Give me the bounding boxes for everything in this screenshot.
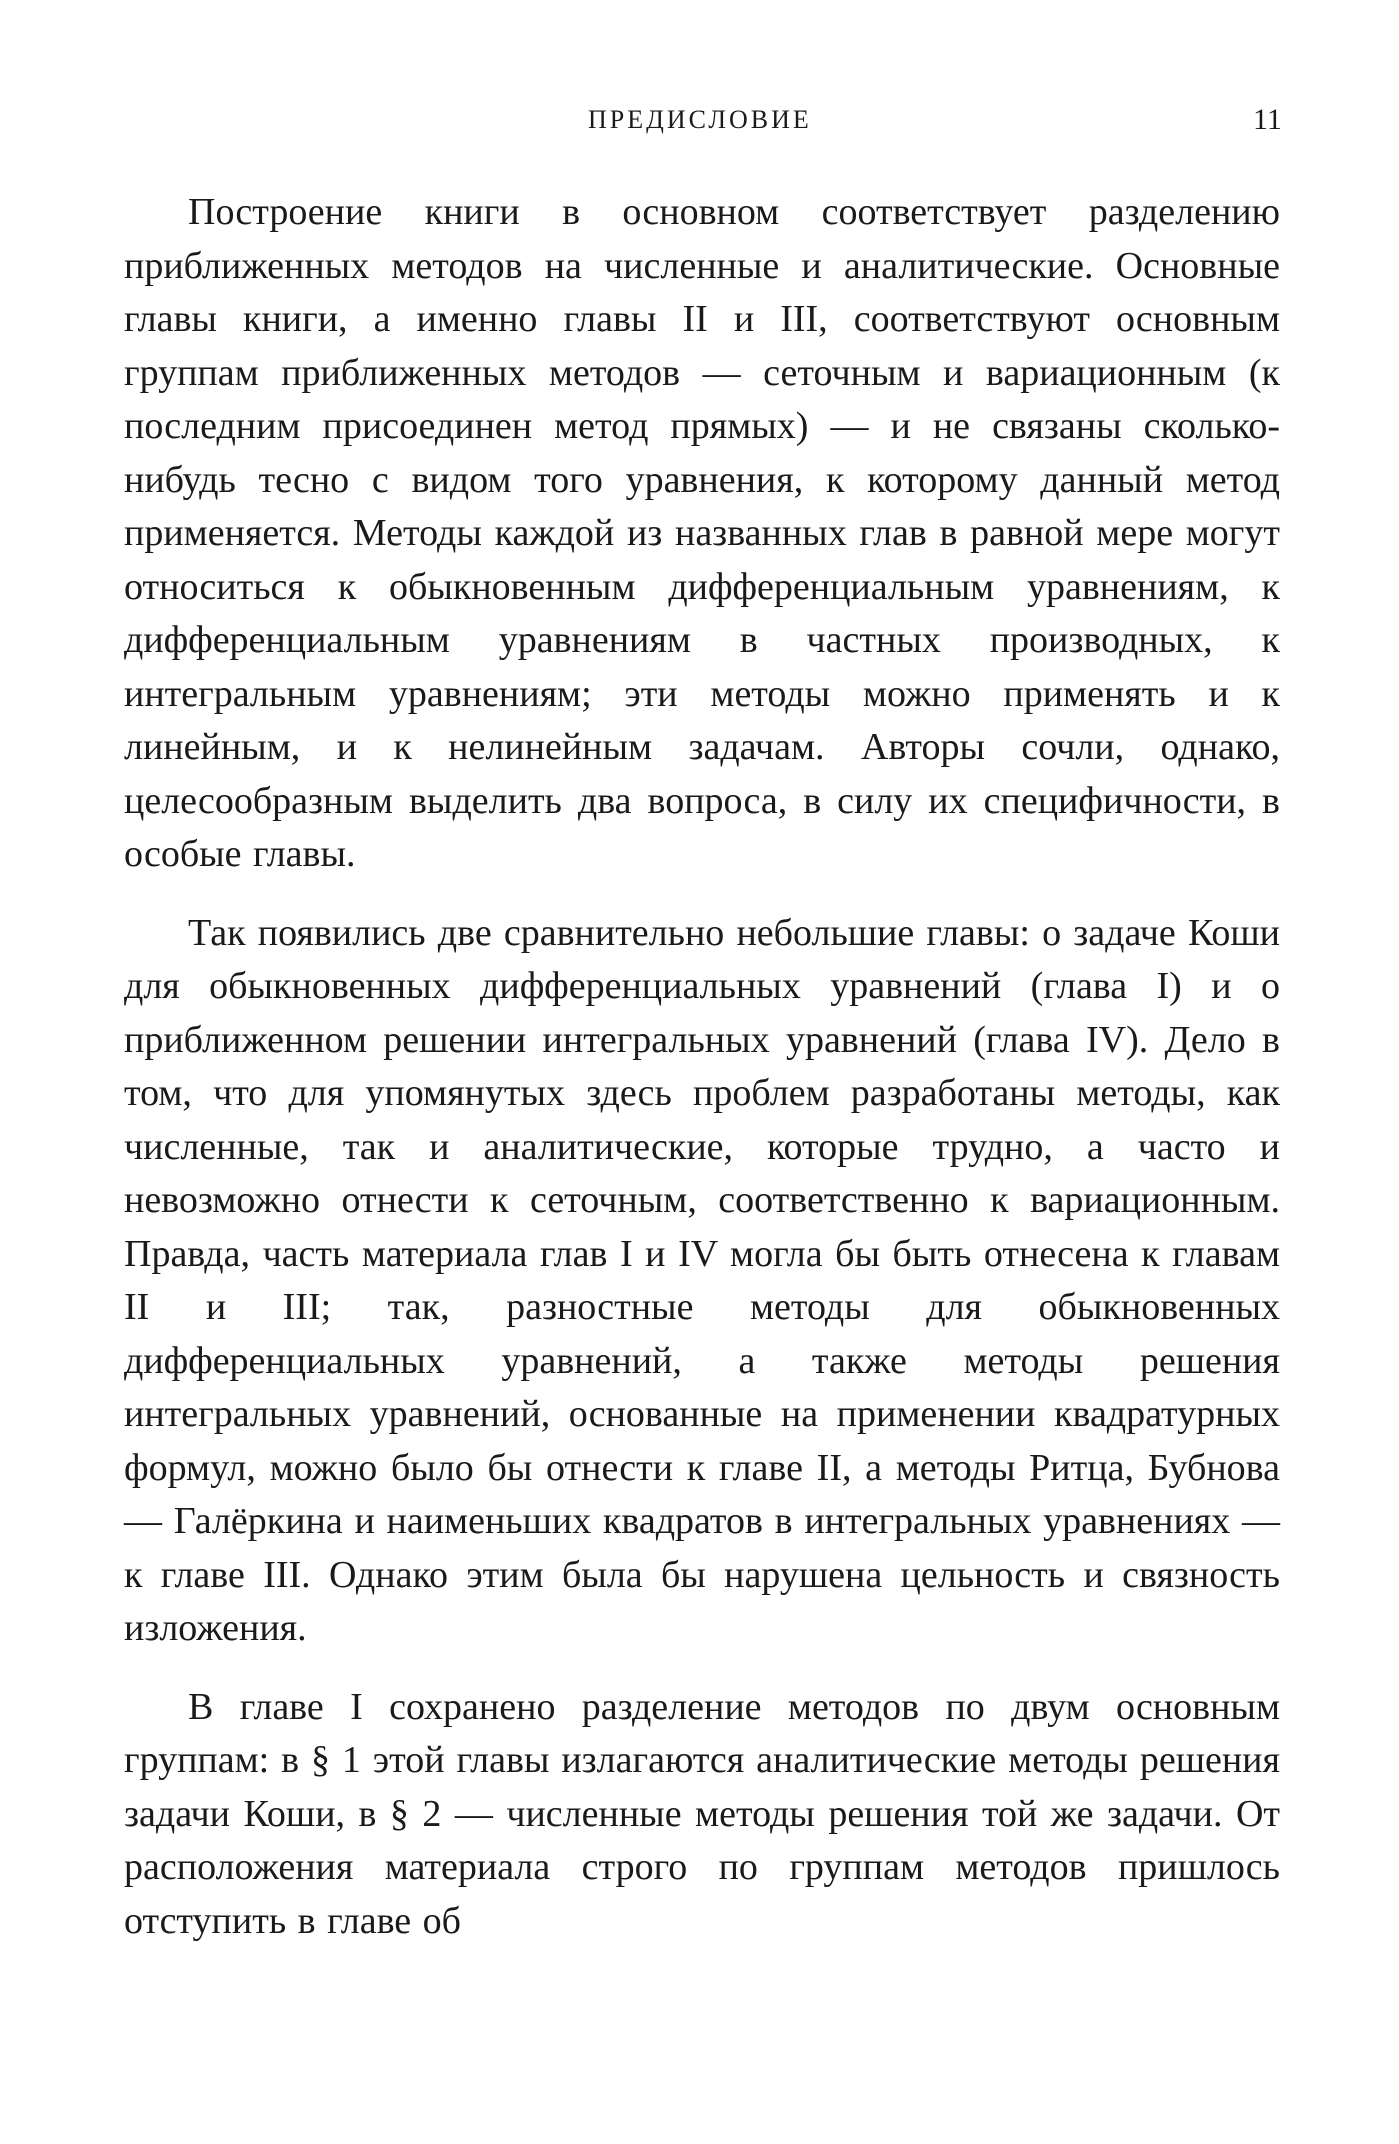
body-text bbox=[124, 186, 1280, 1973]
running-head bbox=[0, 98, 1399, 142]
paragraph: Так появились две сравнительно небольшие главы: о задаче Коши для обыкновенных дифференциальных уравнений (глава I) и о приближенном решении интегральных уравнений (глава IV). Дело в том, что для упомянутых здесь проблем разработаны методы, как численные, так и аналитические, которые трудно, а часто и невозможно отнести к сеточным, соответственно к вариационным. Правда, часть материала глав I и IV могла бы быть отнесена к главам II и III; так, разностные методы для обыкновенных дифференциальных уравнений, а также методы решения интегральных уравнений, основанные на применении квадратурных формул, можно было бы отнести к главе II, а методы Ритца, Бубнова — Галёркина и наименьших квадратов в интегральных уравнениях — к главе III. Однако этим была бы нарушена цельность и связность изложения. bbox=[124, 911, 1280, 1649]
paragraph: Построение книги в основном соответствует разделению приближенных методов на численные и аналитические. Основные главы книги, а именно главы II и III, соответствуют основным группам приближенных методов — сеточным и вариационным (к последним присоединен метод прямых) — и не связаны сколько-нибудь тесно с видом того уравнения, к которому данный метод применяется. Методы каждой из названных глав в равной мере могут относиться к обыкновенным дифференциальным уравнениям, к дифференциальным уравнениям в частных производных, к интегральным уравнениям; эти методы можно применять и к линейным, и к нелинейным задачам. Авторы сочли, однако, целесообразным выделить два вопроса, в силу их специфичности, в особые главы. bbox=[124, 191, 1280, 875]
page-number: 11 bbox=[1253, 103, 1282, 136]
paragraph: В главе I сохранено разделение методов по двум основным группам: в § 1 этой главы излагаются аналитические методы решения задачи Коши, в § 2 — численные методы решения той же задачи. От расположения материала строго по группам методов пришлось отступить в главе об bbox=[124, 1685, 1280, 1942]
running-title: ПРЕДИСЛОВИЕ bbox=[588, 105, 812, 134]
